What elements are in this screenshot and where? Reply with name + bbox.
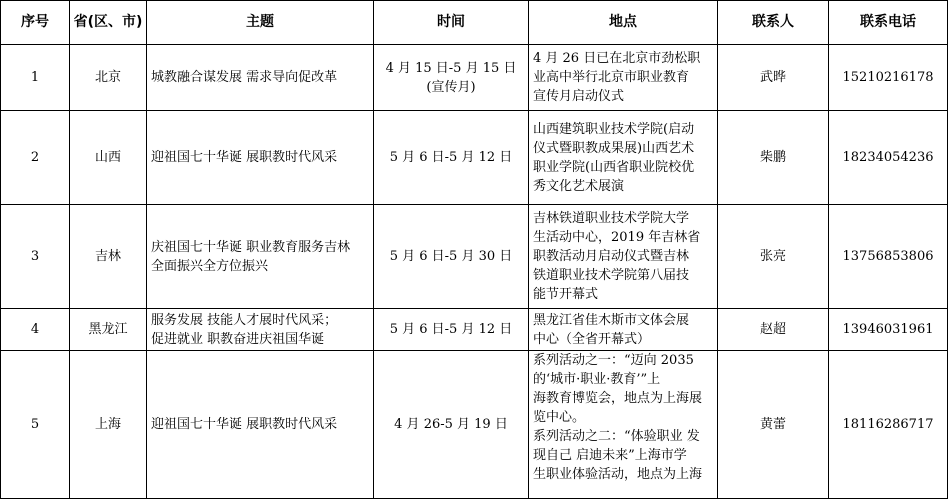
header-contact: 联系人 <box>718 1 829 45</box>
row-location <box>529 45 718 111</box>
location-line: 现自己 启迪未来”上海市学 <box>533 448 687 463</box>
location-line: 职业学院(山西省职业院校优 <box>533 159 695 175</box>
time-line: (宣传月) <box>426 79 476 95</box>
theme-line: 服务发展 技能人才展时代风采； <box>151 312 338 328</box>
table-row <box>1 351 948 499</box>
row-province: 上海 <box>70 351 147 499</box>
time-line: 4 月 15 日-5 月 15 日 <box>385 60 517 76</box>
theme-line: 城教融合谋发展 需求导向促改革 <box>151 70 338 85</box>
row-location <box>529 205 718 309</box>
location-line: 海教育博览会，地点为上海展 <box>533 391 703 406</box>
row-theme <box>147 205 374 309</box>
location-line: 宣传月启动仪式 <box>533 89 625 104</box>
header-phone: 联系电话 <box>829 1 948 45</box>
row-contact: 赵超 <box>718 309 829 351</box>
location-line: 业高中举行北京市职业教育 <box>533 70 690 85</box>
row-contact: 张亮 <box>718 205 829 309</box>
row-no: 4 <box>1 309 70 351</box>
location-line: 仪式暨职教成果展)山西艺术 <box>533 140 695 156</box>
row-no: 5 <box>1 351 70 499</box>
row-province: 山西 <box>70 111 147 205</box>
table-row <box>1 111 948 205</box>
row-phone: 18116286717 <box>829 351 948 499</box>
row-location <box>529 111 718 205</box>
table-row <box>1 309 948 351</box>
header-row <box>1 1 948 45</box>
location-line: 系列活动之二：“体验职业 发 <box>533 429 700 444</box>
row-time <box>374 45 529 111</box>
location-line: 秀文化艺术展演 <box>533 178 625 194</box>
location-line: 吉林铁道职业技术学院大学 <box>533 211 690 226</box>
row-province: 吉林 <box>70 205 147 309</box>
row-contact: 柴鹏 <box>718 111 829 205</box>
header-time: 时间 <box>374 1 529 45</box>
location-line: 山西建筑职业技术学院(启动 <box>533 121 695 137</box>
location-line: 职教活动月启动仪式暨吉林 <box>533 249 690 264</box>
location-line: 生职业体验活动，地点为上海 <box>533 467 703 482</box>
theme-line: 迎祖国七十华诞 展职教时代风采 <box>151 150 338 165</box>
header-no: 序号 <box>1 1 70 45</box>
row-location <box>529 351 718 499</box>
row-phone: 13756853806 <box>829 205 948 309</box>
row-time <box>374 351 529 499</box>
row-theme <box>147 309 374 351</box>
row-no: 3 <box>1 205 70 309</box>
row-province: 黑龙江 <box>70 309 147 351</box>
time-line: 5 月 6 日-5 月 30 日 <box>389 249 513 264</box>
row-location <box>529 309 718 351</box>
header-province: 省(区、市) <box>70 1 147 45</box>
theme-line: 庆祖国七十华诞 职业教育服务吉林 <box>151 239 351 255</box>
row-no: 1 <box>1 45 70 111</box>
header-theme: 主题 <box>147 1 374 45</box>
location-line: 4 月 26 日已在北京市劲松职 <box>533 51 701 66</box>
row-theme <box>147 111 374 205</box>
row-province: 北京 <box>70 45 147 111</box>
location-line: 系列活动之一：“迈向 2035 <box>533 353 694 368</box>
row-phone: 15210216178 <box>829 45 948 111</box>
row-phone: 18234054236 <box>829 111 948 205</box>
theme-line: 迎祖国七十华诞 展职教时代风采 <box>151 417 338 432</box>
row-no: 2 <box>1 111 70 205</box>
time-line: 4 月 26-5 月 19 日 <box>394 417 508 432</box>
location-line: 中心（全省开幕式） <box>533 331 651 347</box>
row-contact: 武晔 <box>718 45 829 111</box>
location-line: 铁道职业技术学院第八届技 <box>533 268 690 283</box>
location-line: 览中心。 <box>533 410 586 425</box>
row-contact: 黄蕾 <box>718 351 829 499</box>
row-time <box>374 309 529 351</box>
row-theme <box>147 351 374 499</box>
time-line: 5 月 6 日-5 月 12 日 <box>389 322 513 337</box>
row-time <box>374 111 529 205</box>
row-phone: 13946031961 <box>829 309 948 351</box>
table-row <box>1 45 948 111</box>
time-line: 5 月 6 日-5 月 12 日 <box>389 150 513 165</box>
theme-line: 促进就业 职教奋进庆祖国华诞 <box>151 331 325 347</box>
location-line: 黑龙江省佳木斯市文体会展 <box>533 312 690 328</box>
row-time <box>374 205 529 309</box>
location-line: 生活动中心，2019 年吉林省 <box>533 230 701 245</box>
location-line: 的‘城市·职业·教育’”上 <box>533 372 661 387</box>
theme-line: 全面振兴全方位振兴 <box>151 258 269 274</box>
table-row <box>1 205 948 309</box>
header-location: 地点 <box>529 1 718 45</box>
row-theme <box>147 45 374 111</box>
location-line: 能节开幕式 <box>533 287 599 302</box>
